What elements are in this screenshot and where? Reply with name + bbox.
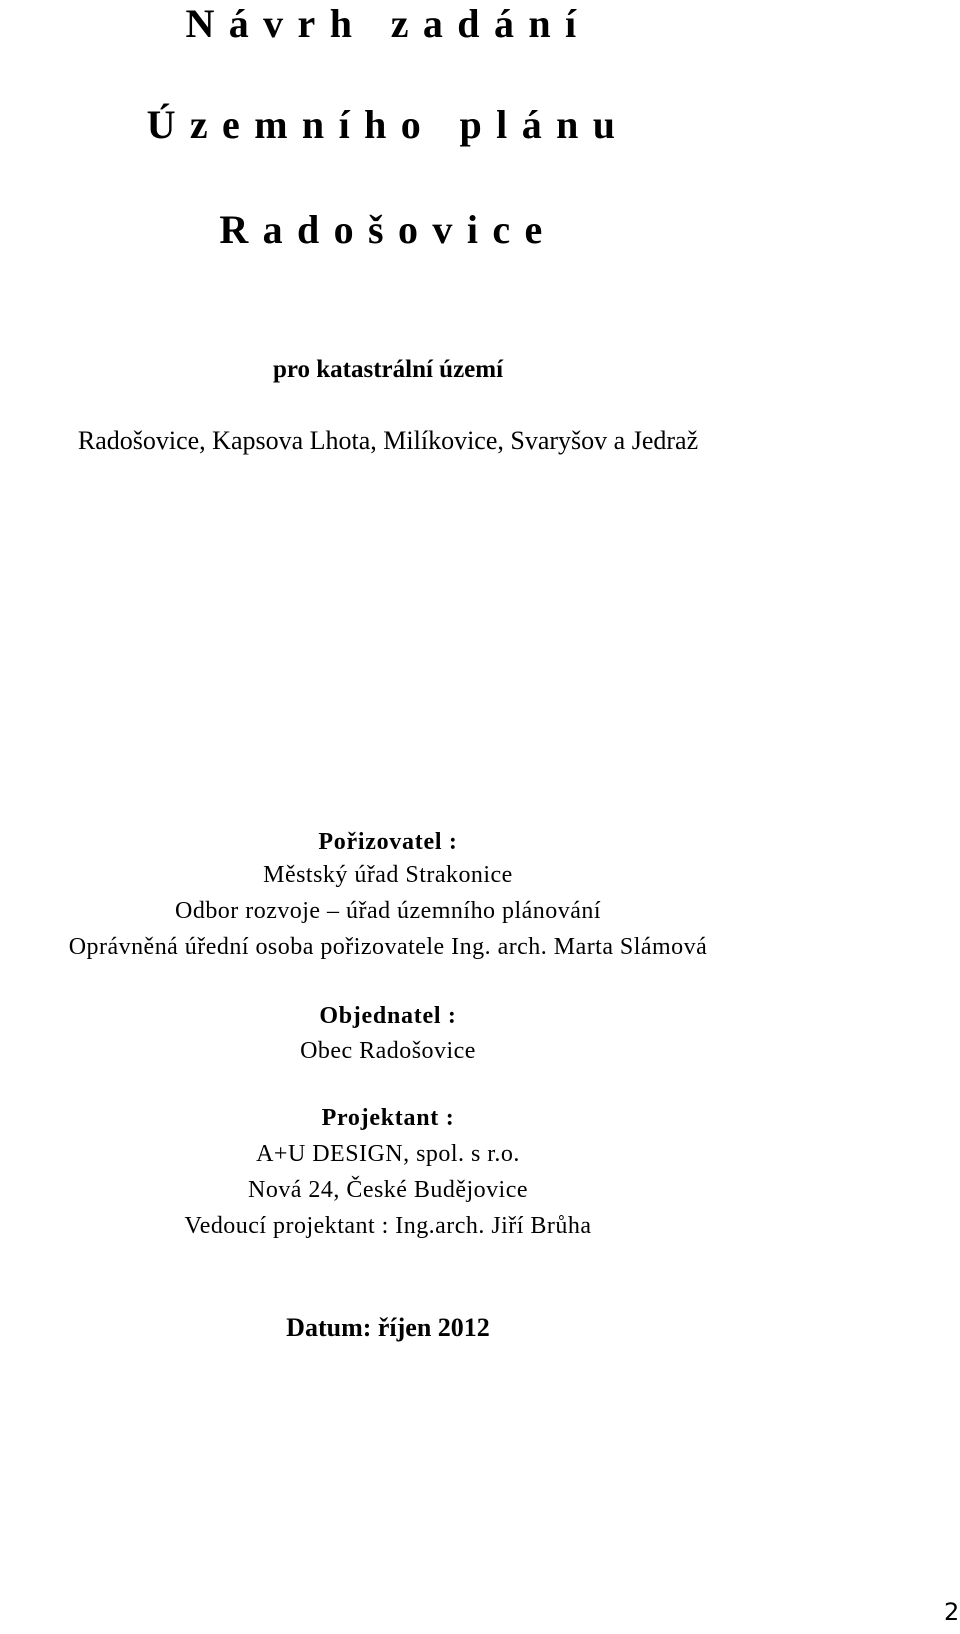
- client-name: Obec Radošovice: [300, 1038, 476, 1064]
- designer-lead: Vedoucí projektant : Ing.arch. Jiří Brůha: [184, 1213, 592, 1239]
- designer-company: A+U DESIGN, spol. s r.o.: [256, 1141, 520, 1167]
- procurer-office: Městský úřad Strakonice: [263, 862, 513, 888]
- title-line-1: Návrh zadání: [185, 1, 591, 46]
- procurer-heading: Pořizovatel :: [318, 829, 458, 855]
- cadastral-areas: Radošovice, Kapsova Lhota, Milíkovice, Svaryšov a Jedraž: [77, 426, 699, 455]
- procurer-department: Odbor rozvoje – úřad územního plánování: [175, 898, 601, 924]
- page-number: 2: [944, 1598, 960, 1626]
- title-line-2: Územního plánu: [146, 102, 630, 147]
- designer-heading: Projektant :: [321, 1105, 455, 1131]
- title-line-3: Radošovice: [219, 207, 557, 252]
- procurer-official: Oprávněná úřední osoba pořizovatele Ing. arch. Marta Slámová: [68, 934, 708, 960]
- document-date: Datum: říjen 2012: [286, 1313, 490, 1342]
- designer-address: Nová 24, České Budějovice: [248, 1177, 528, 1203]
- subtitle: pro katastrální území: [272, 356, 504, 383]
- client-heading: Objednatel :: [319, 1003, 457, 1029]
